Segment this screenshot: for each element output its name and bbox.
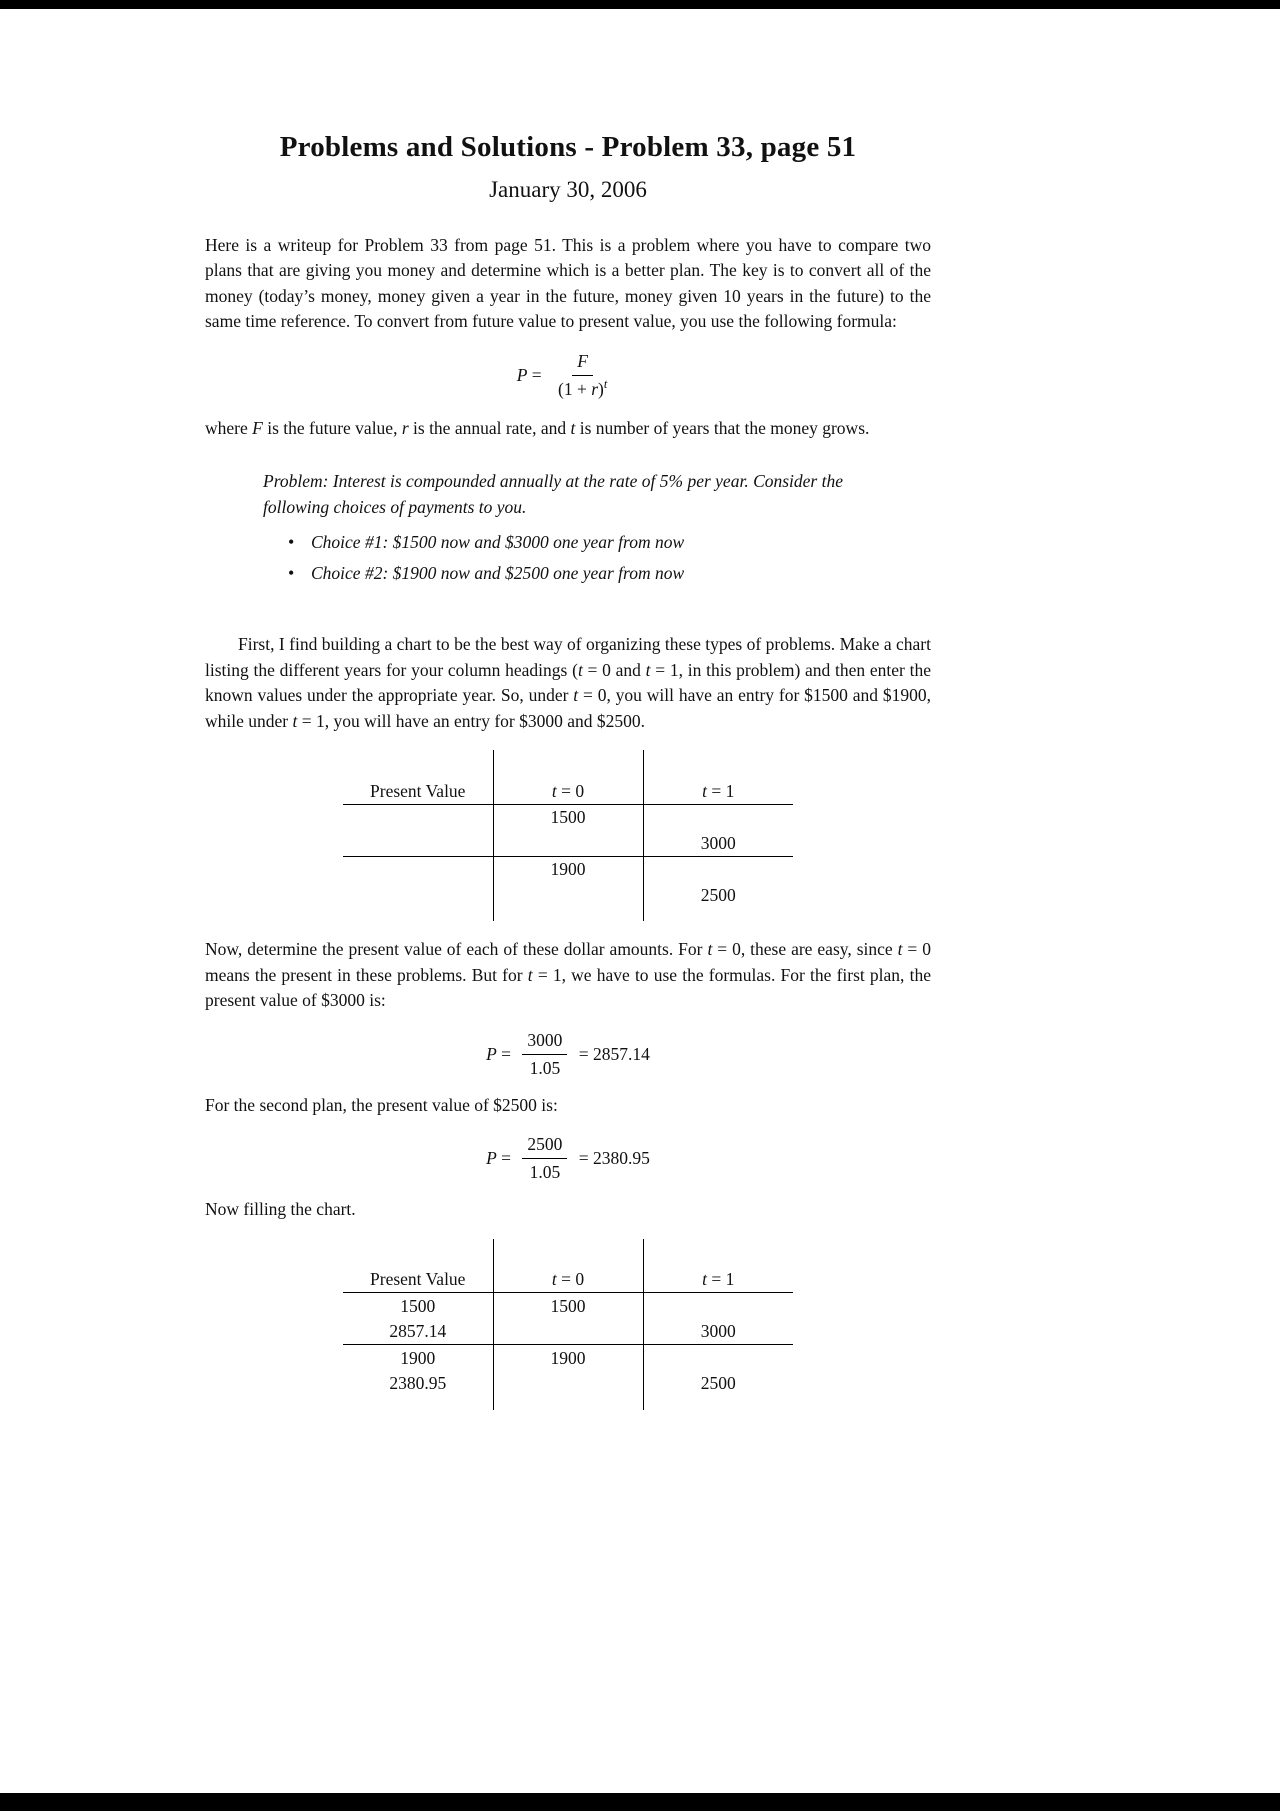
table-cell bbox=[493, 1371, 643, 1397]
choice-item-1: • Choice #1: $1500 now and $3000 one year from now bbox=[288, 530, 931, 556]
table-row bbox=[343, 1345, 793, 1371]
table-cell bbox=[643, 804, 793, 830]
table-cell: 1900 bbox=[400, 1347, 436, 1368]
formula-rhs: = 2857.14 bbox=[574, 1043, 650, 1064]
table-row bbox=[343, 856, 793, 882]
problem-statement: Problem: Interest is compounded annually at the rate of 5% per year. Consider the following choices of payments to you. bbox=[263, 471, 843, 517]
table-cell: 2500 bbox=[700, 1373, 736, 1394]
formula-lhs: P = bbox=[516, 364, 547, 385]
table-row bbox=[343, 1371, 793, 1397]
table-cell: 2857.14 bbox=[343, 1319, 493, 1345]
formula-present-value bbox=[205, 351, 931, 400]
table-row bbox=[343, 1293, 793, 1319]
formula-plan2 bbox=[205, 1134, 931, 1183]
table-cell: 1500 bbox=[493, 804, 643, 830]
formula-lhs: P = bbox=[486, 1043, 516, 1064]
table-row bbox=[343, 804, 793, 830]
table-cell bbox=[493, 882, 643, 908]
choice-item-2: • Choice #2: $1900 now and $2500 one year from now bbox=[288, 561, 931, 587]
table-header-present-value: Present Value bbox=[343, 778, 493, 804]
table-spacer bbox=[343, 908, 793, 921]
table-row bbox=[343, 882, 793, 908]
formula-rhs: = 2380.95 bbox=[574, 1148, 650, 1169]
fraction-denominator: $(1 + r)^t$ bbox=[558, 376, 608, 399]
table-cell bbox=[343, 804, 493, 830]
table-header-t1: t = 1 bbox=[643, 778, 793, 804]
table-cell bbox=[643, 1293, 793, 1319]
table-cell: 1500 bbox=[493, 1293, 643, 1319]
fraction-denominator: 1.05 bbox=[529, 1057, 561, 1078]
table-header-t0: t = 0 bbox=[493, 1267, 643, 1293]
fraction-numerator: 2500 bbox=[522, 1134, 567, 1159]
intro-paragraph: Here is a writeup for Problem 33 from page 51. This is a problem where you have to compare two plans that are giving you money and determine which is a better plan. The key is to convert all of the money (today’s money, money given a year in the future, money given 10 years in the future) to the same time reference. To convert from future value to present value, you use the following formula: bbox=[205, 234, 931, 332]
table-cell bbox=[643, 856, 793, 882]
table-cell: 1500 bbox=[400, 1295, 436, 1316]
table-header-row bbox=[343, 778, 793, 804]
page-title: Problems and Solutions - Problem 33, page 51 bbox=[279, 131, 857, 163]
table-cell: 2500 bbox=[700, 884, 736, 905]
fraction bbox=[553, 351, 612, 400]
table-row bbox=[343, 830, 793, 856]
table-spacer bbox=[343, 1239, 793, 1267]
table-cell: 2380.95 bbox=[389, 1373, 447, 1394]
table-cell bbox=[343, 882, 493, 908]
table-cell bbox=[343, 856, 493, 882]
formula-lhs: P = bbox=[486, 1148, 516, 1169]
table-cell: 3000 bbox=[643, 830, 793, 856]
values-table-filled bbox=[343, 1239, 793, 1410]
document-content bbox=[205, 0, 931, 1410]
fraction-numerator: F bbox=[572, 351, 593, 376]
table-cell bbox=[343, 830, 493, 856]
table-cell: 1900 bbox=[493, 1345, 643, 1371]
table-header-t1: t = 1 bbox=[643, 1267, 793, 1293]
second-plan-paragraph: For the second plan, the present value of $2500 is: bbox=[205, 1094, 558, 1115]
doc-date: January 30, 2006 bbox=[489, 176, 647, 202]
table-row bbox=[343, 1319, 793, 1345]
table-cell bbox=[493, 830, 643, 856]
chart-paragraph: First, I find building a chart to be the best way of organizing these types of problems. Make a chart listing the different years for your column headings (t = 0 and t = 1, in this problem) and then enter the known values under the appropriate year. So, under t = 0, you will have an entry for $1500 and $1900, while under t = 1, you will have an entry for $3000 and $2500. bbox=[205, 634, 932, 731]
fill-chart-paragraph: Now filling the chart. bbox=[205, 1199, 356, 1220]
fraction-denominator: 1.05 bbox=[529, 1162, 561, 1183]
table-header-row bbox=[343, 1267, 793, 1293]
values-table-empty bbox=[343, 750, 793, 921]
table-header-present-value: Present Value bbox=[343, 1267, 493, 1293]
table-cell bbox=[493, 1319, 643, 1345]
table-cell bbox=[643, 1345, 793, 1371]
table-cell: 1900 bbox=[493, 856, 643, 882]
page-edge-bottom bbox=[0, 1793, 1280, 1811]
choices-list bbox=[205, 530, 931, 586]
fraction-numerator: 3000 bbox=[522, 1030, 567, 1055]
table-spacer bbox=[343, 1397, 793, 1410]
table-cell: 3000 bbox=[643, 1319, 793, 1345]
table-header-t0: t = 0 bbox=[493, 778, 643, 804]
fraction bbox=[522, 1030, 567, 1079]
table-spacer bbox=[343, 750, 793, 778]
formula-plan1 bbox=[205, 1030, 931, 1079]
where-paragraph: where F is the future value, r is the annual rate, and t is number of years that the money grows. bbox=[205, 417, 870, 438]
fraction bbox=[522, 1134, 567, 1183]
present-value-paragraph: Now, determine the present value of each of these dollar amounts. For t = 0, these are easy, since t = 0 means the present in these problems. But for t = 1, we have to use the formulas. For the first plan, the present value of $3000 is: bbox=[205, 939, 932, 1011]
